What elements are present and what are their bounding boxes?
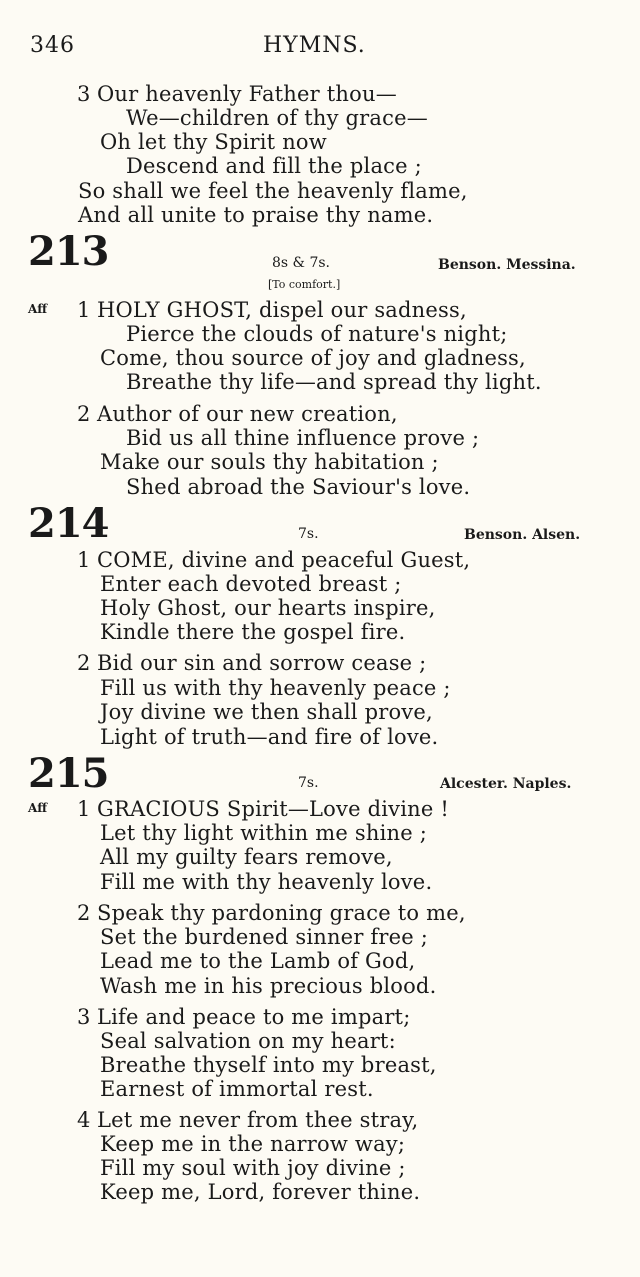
tune-names: Benson. Alsen. [464,527,581,543]
verse-line: Life and peace to me impart; [97,1005,411,1029]
verse-line: Fill my soul with joy divine ; [100,1156,406,1180]
verse-number: 4 [77,1108,91,1132]
hymn-meter: 7s. [298,775,319,791]
verse-line: Bid us all thine influence prove ; [126,426,480,450]
verse-number: 2 [77,402,91,426]
verse-line: Breathe thy life—and spread thy light. [126,370,542,394]
verse-line: We—children of thy grace— [126,106,428,130]
verse-line: Set the burdened sinner free ; [100,925,429,949]
verse-line: Let me never from thee stray, [97,1108,419,1132]
verse-line: COME, divine and peaceful Guest, [97,548,471,572]
verse-line: HOLY GHOST, dispel our sadness, [97,298,467,322]
verse-number: 2 [77,901,91,925]
verse-line: Keep me, Lord, forever thine. [100,1180,421,1204]
hymn-meter: 8s & 7s. [272,255,330,271]
hymn-number: 215 [28,750,109,797]
verse-line: Speak thy pardoning grace to me, [97,901,466,925]
verse-line: Enter each devoted breast ; [100,572,402,596]
verse-line: So shall we feel the heavenly flame, [78,179,468,203]
verse-number: 1 [77,797,91,821]
verse-line: Our heavenly Father thou— [97,82,397,106]
verse-line: Seal salvation on my heart: [100,1029,396,1053]
verse-line: Kindle there the gospel fire. [100,620,406,644]
page-number: 346 [30,33,75,58]
hymn-number: 213 [28,228,109,275]
aff-mark: Aff [28,302,48,316]
verse-number: 3 [77,1005,91,1029]
hymn-number: 214 [28,500,109,547]
occasion-note: [To comfort.] [268,278,341,291]
hymn-meter: 7s. [298,526,319,542]
verse-line: Let thy light within me shine ; [100,821,428,845]
verse-line: Lead me to the Lamb of God, [100,949,416,973]
verse-line: Author of our new creation, [97,402,398,426]
verse-line: Holy Ghost, our hearts inspire, [100,596,436,620]
page-title: HYMNS. [263,33,366,58]
verse-line: Oh let thy Spirit now [100,130,327,154]
verse-line: And all unite to praise thy name. [78,203,434,227]
verse-line: Fill us with thy heavenly peace ; [100,676,451,700]
verse-line: Pierce the clouds of nature's night; [126,322,508,346]
verse-line: Joy divine we then shall prove, [100,700,433,724]
verse-number: 1 [77,548,91,572]
tune-names: Alcester. Naples. [440,776,572,792]
verse-line: Bid our sin and sorrow cease ; [97,651,427,675]
verse-line: Shed abroad the Saviour's love. [126,475,471,499]
verse-number: 1 [77,298,91,322]
aff-mark: Aff [28,801,48,815]
verse-line: Descend and fill the place ; [126,154,422,178]
verse-line: Light of truth—and fire of love. [100,725,439,749]
verse-line: Breathe thyself into my breast, [100,1053,437,1077]
verse-line: Come, thou source of joy and gladness, [100,346,526,370]
verse-line: GRACIOUS Spirit—Love divine ! [97,797,449,821]
verse-line: Keep me in the narrow way; [100,1132,406,1156]
verse-number: 3 [77,82,91,106]
verse-line: Earnest of immortal rest. [100,1077,374,1101]
verse-line: All my guilty fears remove, [100,845,393,869]
verse-number: 2 [77,651,91,675]
verse-line: Wash me in his precious blood. [100,974,437,998]
verse-line: Fill me with thy heavenly love. [100,870,433,894]
tune-names: Benson. Messina. [438,257,576,273]
verse-line: Make our souls thy habitation ; [100,450,439,474]
